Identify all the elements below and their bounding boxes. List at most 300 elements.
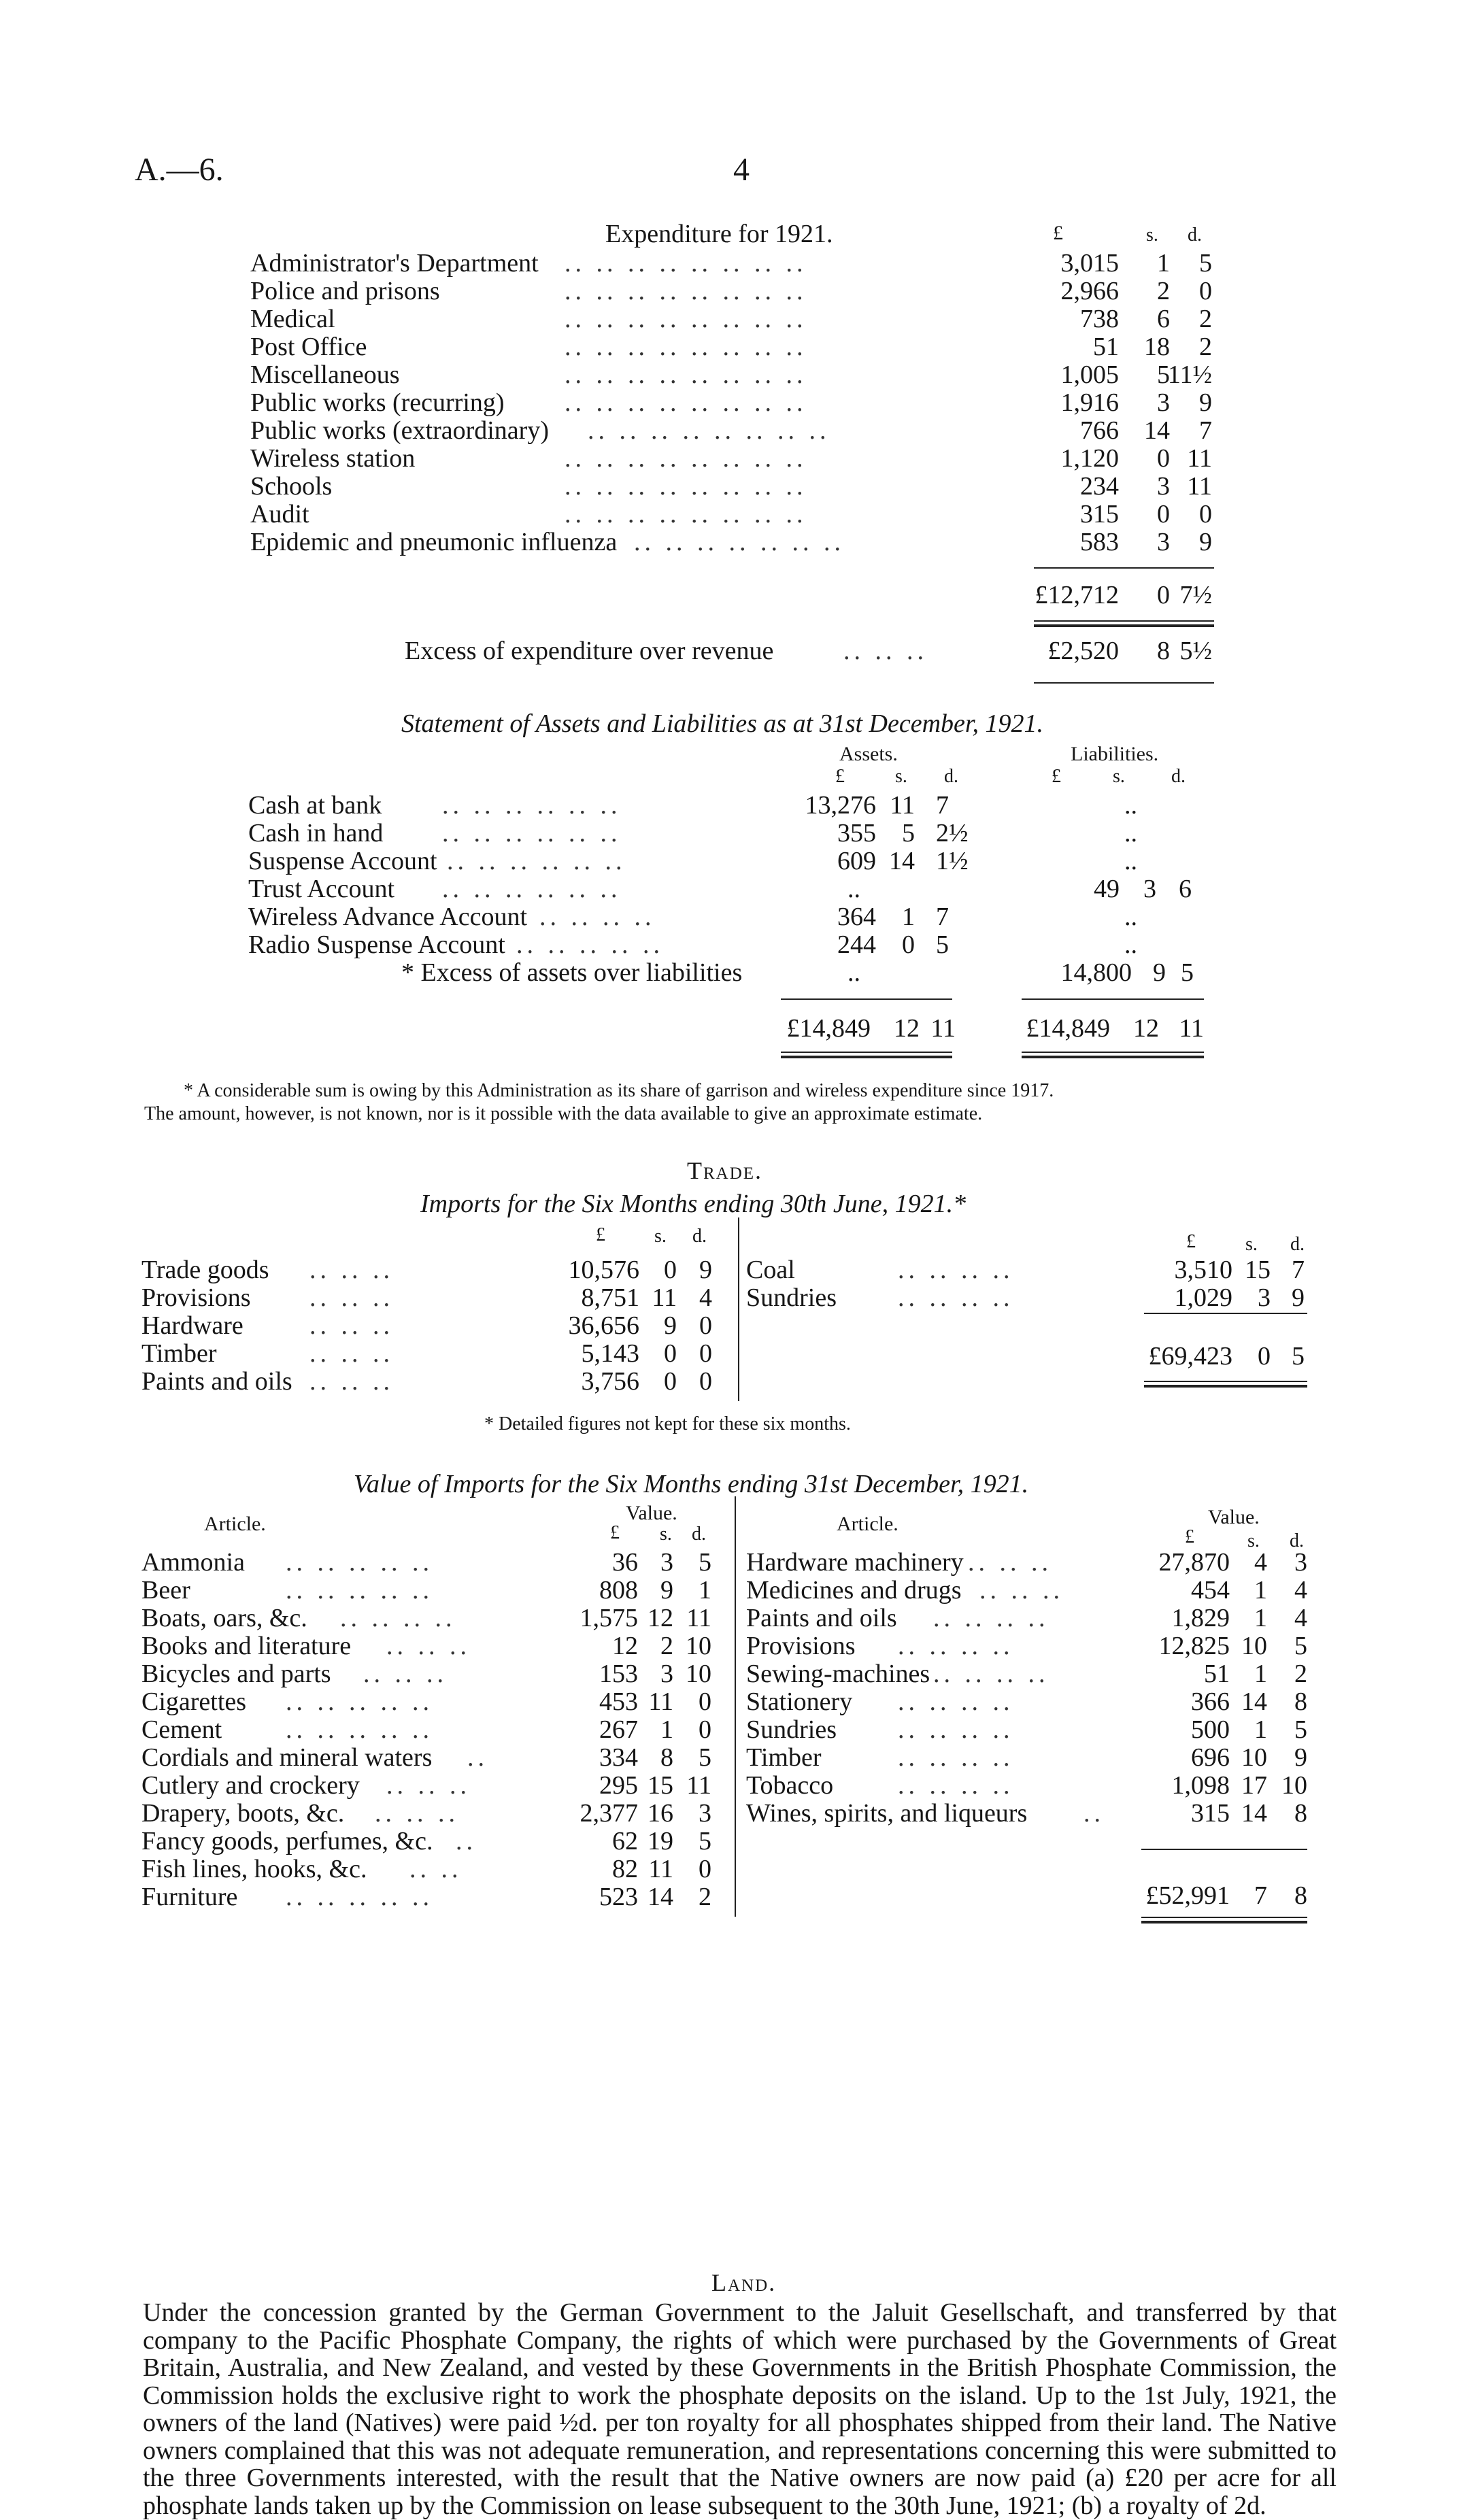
imports-left-shillings: 15 — [648, 1771, 673, 1800]
trade-right-shillings: 3 — [1258, 1283, 1271, 1312]
leader-dots: .. .. .. .. .. .. .. — [634, 528, 845, 556]
expenditure-total-shillings: 0 — [1157, 581, 1170, 609]
imports-right-pounds: 696 — [1191, 1743, 1230, 1772]
trade-left-pence: 4 — [699, 1283, 712, 1312]
double-rule — [781, 1052, 952, 1058]
expenditure-row-label: Epidemic and pneumonic influenza — [250, 528, 618, 556]
imports-left-pence: 0 — [699, 1855, 711, 1883]
imports-right-pence: 10 — [1281, 1771, 1307, 1800]
asset-shillings: 0 — [902, 930, 915, 959]
liab-placeholder: .. — [1124, 847, 1137, 875]
land-heading: Land. — [711, 2269, 777, 2296]
imports-left-shillings: 19 — [648, 1827, 673, 1855]
expenditure-row-pence: 11 — [1187, 472, 1212, 501]
expenditure-total-pence: 7½ — [1179, 581, 1212, 609]
trade-right-label: Sundries — [746, 1283, 837, 1312]
excess-expenditure-pounds: £2,520 — [1047, 637, 1119, 665]
imports-left-pence: 10 — [686, 1660, 711, 1688]
asset-pounds: 355 — [837, 819, 876, 847]
leader-dots: .. .. .. .. .. — [516, 930, 664, 959]
assets-col-shillings: s. — [895, 766, 907, 787]
asset-shillings: 14 — [889, 847, 915, 875]
asset-shillings: 1 — [902, 903, 915, 931]
trade-left-label: Trade goods — [141, 1256, 269, 1284]
asset-pence: 7 — [936, 903, 949, 931]
expenditure-row-pounds: 234 — [1080, 472, 1119, 501]
leader-dots: .. .. .. — [309, 1256, 394, 1284]
leader-dots: .. .. — [409, 1855, 463, 1883]
leader-dots: .. .. .. .. .. .. — [442, 791, 622, 820]
trade-total-pounds: £69,423 — [1148, 1342, 1232, 1371]
trade-right-pounds: 3,510 — [1174, 1256, 1232, 1284]
expenditure-row-shillings: 18 — [1144, 333, 1170, 361]
expenditure-row-pence: 11 — [1187, 444, 1212, 473]
trade-right-pence: 7 — [1292, 1256, 1305, 1284]
imports-left-label: Furniture — [141, 1883, 238, 1911]
leader-dots: .. — [456, 1827, 477, 1855]
expenditure-row-pounds: 1,120 — [1060, 444, 1119, 473]
trade-right-col-pence: d. — [1290, 1234, 1305, 1255]
imports-left-pence: 0 — [699, 1687, 711, 1716]
imports-left-pounds: 808 — [599, 1576, 638, 1605]
imports-right-pence: 8 — [1294, 1799, 1307, 1828]
imports-left-shillings: 1 — [660, 1715, 673, 1744]
imports-left-article-header: Article. — [204, 1513, 266, 1535]
expenditure-row-label: Post Office — [250, 333, 367, 361]
imports-left-pence: 3 — [699, 1799, 711, 1828]
leader-dots: .. .. .. .. .. — [286, 1548, 433, 1577]
expenditure-row-pence: 7 — [1199, 416, 1212, 445]
imports-left-pence: 2 — [699, 1883, 711, 1911]
assets-title: Statement of Assets and Liabilities as at 31st December, 1921. — [401, 709, 1043, 738]
double-rule — [1034, 620, 1214, 627]
col-header-pence: d. — [1188, 224, 1202, 246]
excess-liab-pounds: 14,800 — [1060, 958, 1132, 987]
imports-total-shillings: 7 — [1254, 1881, 1267, 1910]
trade-right-col-shillings: s. — [1245, 1234, 1258, 1255]
leader-dots: .. .. .. .. — [898, 1743, 1014, 1772]
rule — [1034, 682, 1214, 684]
imports-right-label: Sundries — [746, 1715, 837, 1744]
imports-right-pounds: 12,825 — [1158, 1632, 1230, 1660]
imports-left-value-header: Value. — [626, 1502, 677, 1524]
rule — [1144, 1313, 1307, 1314]
imports-left-pounds: 2,377 — [580, 1799, 638, 1828]
trade-right-shillings: 15 — [1245, 1256, 1271, 1284]
expenditure-row-pounds: 51 — [1093, 333, 1119, 361]
col-header-pounds: £ — [1053, 222, 1063, 244]
trade-left-pence: 0 — [699, 1367, 712, 1396]
imports-right-pence: 9 — [1294, 1743, 1307, 1772]
trade-left-label: Provisions — [141, 1283, 251, 1312]
expenditure-row-pounds: 315 — [1080, 500, 1119, 528]
imports-left-label: Cement — [141, 1715, 222, 1744]
trade-left-pounds: 5,143 — [581, 1339, 639, 1368]
leader-dots: .. .. .. .. — [898, 1632, 1014, 1660]
leader-dots: .. .. .. .. — [898, 1687, 1014, 1716]
leader-dots: .. .. .. .. .. .. .. .. — [565, 444, 807, 473]
imports-left-label: Ammonia — [141, 1548, 245, 1577]
imports-right-shillings: 14 — [1241, 1799, 1267, 1828]
imports-right-shillings: 4 — [1254, 1548, 1267, 1577]
trade-left-pounds: 3,756 — [581, 1367, 639, 1396]
excess-expenditure-shillings: 8 — [1157, 637, 1170, 665]
imports-left-label: Beer — [141, 1576, 190, 1605]
trade-left-pounds: 8,751 — [581, 1283, 639, 1312]
trade-footnote: * Detailed figures not kept for these six months. — [484, 1413, 851, 1434]
asset-pence: 2½ — [936, 819, 969, 847]
expenditure-row-pence: 2 — [1199, 333, 1212, 361]
imports-left-shillings: 3 — [660, 1660, 673, 1688]
expenditure-row-pounds: 766 — [1080, 416, 1119, 445]
imports-right-pence: 5 — [1294, 1715, 1307, 1744]
land-paragraph: Under the concession granted by the German Government to the Jaluit Gesellschaft, and transferred by that company to the Pacific Phosphate Company, the rights of which were purchased by the Governments of Great Britain, Australia, and New Zealand, and vested by these Governments in the British Phosphate Commission, the Commission holds the exclusive right to work the phosphate deposits on the island. Up to the 1st July, 1921, the owners of the land (Natives) were paid ½d. per ton royalty for all phosphates shipped from their land. The Native owners complained that this was not adequate remuneration, and representations concerning this were submitted to the three Governments interested, with the result that the Native owners are now paid (a) £20 per acre for all phosphate lands taken up by the Commission on lease subsequent to the 30th June, 1921; (b) a royalty of 2d. — [143, 2298, 1337, 2520]
leader-dots: .. .. .. — [363, 1660, 448, 1688]
liabilities-header: Liabilities. — [1071, 743, 1159, 765]
asset-shillings: 5 — [902, 819, 915, 847]
leader-dots: .. .. .. — [386, 1632, 471, 1660]
imports-left-shillings: 11 — [648, 1855, 673, 1883]
trade-left-pence: 0 — [699, 1339, 712, 1368]
imports-right-label: Medicines and drugs — [746, 1576, 962, 1605]
leader-dots: .. .. .. .. .. .. — [447, 847, 626, 875]
expenditure-row-pounds: 2,966 — [1060, 277, 1119, 305]
imports-total-pounds: £52,991 — [1145, 1881, 1230, 1910]
liab-col-pounds: £ — [1052, 766, 1061, 787]
leader-dots: .. .. .. .. .. .. .. .. — [565, 277, 807, 305]
expenditure-row-label: Medical — [250, 305, 335, 333]
leader-dots: .. .. .. .. .. .. .. .. — [565, 360, 807, 389]
imports-right-pounds: 51 — [1204, 1660, 1230, 1688]
imports-left-pounds: 295 — [599, 1771, 638, 1800]
imports-right-pounds: 500 — [1191, 1715, 1230, 1744]
imports-left-pence: 5 — [699, 1548, 711, 1577]
liab-placeholder: .. — [1124, 819, 1137, 847]
rule — [781, 998, 952, 1000]
assets-row-label: Cash at bank — [248, 791, 382, 820]
leader-dots: .. .. .. .. .. — [286, 1715, 433, 1744]
leader-dots: .. .. .. .. — [340, 1604, 456, 1632]
asset-pence: 1½ — [936, 847, 969, 875]
trade-left-shillings: 11 — [652, 1283, 677, 1312]
expenditure-row-pence: 11½ — [1167, 360, 1212, 389]
asset-pounds: 609 — [837, 847, 876, 875]
asset-pence: 7 — [936, 791, 949, 820]
imports-left-shillings: 3 — [660, 1548, 673, 1577]
assets-row-label: Radio Suspense Account — [248, 930, 505, 959]
leader-dots: .. .. .. .. — [933, 1660, 1049, 1688]
imports-left-pounds: 82 — [612, 1855, 638, 1883]
rule — [1022, 998, 1204, 1000]
leader-dots: .. .. .. — [843, 637, 928, 665]
assets-col-pounds: £ — [835, 766, 845, 787]
imports-left-pounds: 453 — [599, 1687, 638, 1716]
total-liab-shillings: 12 — [1133, 1014, 1159, 1043]
asset-pounds: 13,276 — [805, 791, 876, 820]
expenditure-row-pence: 0 — [1199, 500, 1212, 528]
trade-subtitle: Imports for the Six Months ending 30th June, 1921.* — [420, 1190, 967, 1218]
trade-left-pounds: 36,656 — [568, 1311, 639, 1340]
trade-left-label: Hardware — [141, 1311, 243, 1340]
trade-right-pounds: 1,029 — [1174, 1283, 1232, 1312]
imports-left-col-pounds: £ — [610, 1522, 620, 1543]
trade-right-col-pounds: £ — [1186, 1231, 1196, 1252]
imports-right-col-pence: d. — [1290, 1530, 1304, 1551]
trade-left-label: Paints and oils — [141, 1367, 292, 1396]
col-header-shillings: s. — [1146, 224, 1158, 246]
imports-right-shillings: 1 — [1254, 1715, 1267, 1744]
expenditure-row-shillings: 3 — [1157, 528, 1170, 556]
column-divider — [735, 1496, 736, 1917]
expenditure-row-shillings: 0 — [1157, 500, 1170, 528]
page-reference: A.—6. — [135, 152, 224, 188]
expenditure-row-pence: 5 — [1199, 249, 1212, 278]
trade-total-shillings: 0 — [1258, 1342, 1271, 1371]
excess-assets-value: .. — [847, 958, 860, 987]
liab-col-shillings: s. — [1113, 766, 1125, 787]
trade-left-shillings: 9 — [664, 1311, 677, 1340]
imports-left-pounds: 36 — [612, 1548, 638, 1577]
expenditure-row-shillings: 3 — [1157, 472, 1170, 501]
total-assets-shillings: 12 — [894, 1014, 920, 1043]
asset-pounds: 364 — [837, 903, 876, 931]
leader-dots: .. .. .. .. — [898, 1715, 1014, 1744]
imports-right-shillings: 10 — [1241, 1743, 1267, 1772]
imports-left-label: Fish lines, hooks, &c. — [141, 1855, 367, 1883]
imports-left-shillings: 16 — [648, 1799, 673, 1828]
imports-left-pence: 11 — [686, 1604, 711, 1632]
imports-left-label: Books and literature — [141, 1632, 352, 1660]
rule — [1141, 1849, 1307, 1850]
imports-right-label: Tobacco — [746, 1771, 834, 1800]
imports-right-pence: 4 — [1294, 1604, 1307, 1632]
leader-dots: .. .. .. .. .. — [286, 1576, 433, 1605]
expenditure-row-shillings: 14 — [1144, 416, 1170, 445]
leader-dots: .. .. .. .. .. .. .. .. — [565, 388, 807, 417]
expenditure-row-pence: 9 — [1199, 528, 1212, 556]
leader-dots: .. .. .. .. .. .. .. .. — [565, 500, 807, 528]
assets-row-label: Wireless Advance Account — [248, 903, 528, 931]
expenditure-row-pounds: 1,005 — [1060, 360, 1119, 389]
imports-left-pence: 0 — [699, 1715, 711, 1744]
imports-left-pounds: 523 — [599, 1883, 638, 1911]
imports-right-value-header: Value. — [1208, 1506, 1260, 1528]
imports-left-pence: 5 — [699, 1743, 711, 1772]
imports-right-label: Timber — [746, 1743, 822, 1772]
imports-left-shillings: 11 — [648, 1687, 673, 1716]
page-number: 4 — [733, 152, 750, 188]
expenditure-row-pounds: 583 — [1080, 528, 1119, 556]
imports-left-label: Cordials and mineral waters — [141, 1743, 433, 1772]
imports-right-pence: 3 — [1294, 1548, 1307, 1577]
imports-right-shillings: 14 — [1241, 1687, 1267, 1716]
imports-right-col-pounds: £ — [1185, 1526, 1194, 1547]
imports-right-shillings: 1 — [1254, 1604, 1267, 1632]
assets-row-label: Cash in hand — [248, 819, 384, 847]
double-rule — [1144, 1381, 1307, 1388]
column-divider — [738, 1217, 739, 1401]
imports-right-pounds: 1,829 — [1171, 1604, 1230, 1632]
assets-row-label: Suspense Account — [248, 847, 437, 875]
assets-row-label: Trust Account — [248, 875, 395, 903]
expenditure-row-shillings: 0 — [1157, 444, 1170, 473]
total-liab-pounds: £14,849 — [1026, 1014, 1110, 1043]
imports-right-pounds: 1,098 — [1171, 1771, 1230, 1800]
total-assets-pounds: £14,849 — [786, 1014, 871, 1043]
asset-pence: 5 — [936, 930, 949, 959]
imports-left-label: Bicycles and parts — [141, 1660, 331, 1688]
imports-left-col-shillings: s. — [660, 1524, 672, 1545]
leader-dots: .. .. .. — [968, 1548, 1052, 1577]
leader-dots: .. .. .. .. .. .. .. .. — [565, 333, 807, 361]
imports-left-pence: 11 — [686, 1771, 711, 1800]
assets-footnote-2: The amount, however, is not known, nor is it possible with the data available to give an approximate estimate. — [144, 1103, 983, 1124]
expenditure-row-label: Schools — [250, 472, 333, 501]
liab-pence: 6 — [1179, 875, 1192, 903]
liab-col-pence: d. — [1171, 766, 1186, 787]
imports-left-pounds: 1,575 — [580, 1604, 638, 1632]
trade-left-shillings: 0 — [664, 1256, 677, 1284]
assets-col-pence: d. — [944, 766, 958, 787]
leader-dots: .. — [467, 1743, 488, 1772]
excess-expenditure-label: Excess of expenditure over revenue — [405, 637, 774, 665]
imports-right-col-shillings: s. — [1247, 1530, 1260, 1551]
excess-liab-shillings: 9 — [1153, 958, 1166, 987]
imports-right-label: Stationery — [746, 1687, 853, 1716]
liab-pounds: 49 — [1094, 875, 1120, 903]
asset-pounds: 244 — [837, 930, 876, 959]
expenditure-row-pounds: 738 — [1080, 305, 1119, 333]
leader-dots: .. .. .. — [309, 1311, 394, 1340]
expenditure-row-shillings: 5 — [1157, 360, 1170, 389]
trade-left-shillings: 0 — [664, 1339, 677, 1368]
imports-right-label: Paints and oils — [746, 1604, 897, 1632]
imports-right-pounds: 366 — [1191, 1687, 1230, 1716]
trade-left-label: Timber — [141, 1339, 217, 1368]
imports-left-shillings: 14 — [648, 1883, 673, 1911]
leader-dots: .. .. .. — [309, 1339, 394, 1368]
excess-assets-label: * Excess of assets over liabilities — [401, 958, 743, 987]
expenditure-title: Expenditure for 1921. — [605, 220, 833, 248]
expenditure-row-pence: 0 — [1199, 277, 1212, 305]
leader-dots: .. .. .. .. .. — [286, 1883, 433, 1911]
trade-left-col-pounds: £ — [596, 1224, 605, 1245]
imports-left-label: Drapery, boots, &c. — [141, 1799, 345, 1828]
assets-footnote-1: * A considerable sum is owing by this Administration as its share of garrison and wireless expenditure since 1917. — [184, 1080, 1054, 1101]
trade-left-pounds: 10,576 — [568, 1256, 639, 1284]
imports-right-pence: 5 — [1294, 1632, 1307, 1660]
trade-left-col-pence: d. — [692, 1226, 707, 1247]
trade-right-pence: 9 — [1292, 1283, 1305, 1312]
expenditure-row-label: Miscellaneous — [250, 360, 400, 389]
assets-header: Assets. — [839, 743, 898, 765]
imports-right-shillings: 10 — [1241, 1632, 1267, 1660]
imports-left-pence: 1 — [699, 1576, 711, 1605]
expenditure-row-pounds: 3,015 — [1060, 249, 1119, 278]
expenditure-total-pounds: £12,712 — [1035, 581, 1119, 609]
double-rule — [1141, 1917, 1307, 1923]
trade-left-pence: 0 — [699, 1311, 712, 1340]
total-liab-pence: 11 — [1179, 1014, 1204, 1043]
imports-left-label: Cutlery and crockery — [141, 1771, 360, 1800]
leader-dots: .. .. .. — [309, 1367, 394, 1396]
imports-right-label: Provisions — [746, 1632, 856, 1660]
leader-dots: .. .. .. .. — [898, 1283, 1014, 1312]
trade-right-label: Coal — [746, 1256, 795, 1284]
leader-dots: .. .. .. .. — [898, 1256, 1014, 1284]
trade-heading: Trade. — [687, 1157, 763, 1184]
imports-title: Value of Imports for the Six Months ending 31st December, 1921. — [354, 1470, 1029, 1498]
excess-expenditure-pence: 5½ — [1179, 637, 1212, 665]
expenditure-row-shillings: 1 — [1157, 249, 1170, 278]
liab-placeholder: .. — [1124, 791, 1137, 820]
expenditure-row-label: Administrator's Department — [250, 249, 539, 278]
imports-left-pence: 10 — [686, 1632, 711, 1660]
rule — [1034, 567, 1214, 569]
liab-placeholder: .. — [1124, 903, 1137, 931]
imports-right-shillings: 1 — [1254, 1576, 1267, 1605]
imports-left-pounds: 267 — [599, 1715, 638, 1744]
leader-dots: .. .. .. .. .. .. .. .. — [588, 416, 830, 445]
expenditure-row-shillings: 2 — [1157, 277, 1170, 305]
leader-dots: .. — [1084, 1799, 1105, 1828]
imports-right-label: Wines, spirits, and liqueurs — [746, 1799, 1028, 1828]
trade-left-shillings: 0 — [664, 1367, 677, 1396]
trade-total-pence: 5 — [1292, 1342, 1305, 1371]
trade-left-pence: 9 — [699, 1256, 712, 1284]
leader-dots: .. .. .. .. .. .. .. .. — [565, 472, 807, 501]
imports-left-shillings: 12 — [648, 1604, 673, 1632]
expenditure-row-label: Wireless station — [250, 444, 416, 473]
imports-right-shillings: 17 — [1241, 1771, 1267, 1800]
imports-left-shillings: 8 — [660, 1743, 673, 1772]
imports-left-label: Fancy goods, perfumes, &c. — [141, 1827, 433, 1855]
expenditure-row-pence: 2 — [1199, 305, 1212, 333]
expenditure-row-label: Public works (recurring) — [250, 388, 505, 417]
expenditure-row-pounds: 1,916 — [1060, 388, 1119, 417]
imports-right-pounds: 454 — [1191, 1576, 1230, 1605]
imports-left-pounds: 62 — [612, 1827, 638, 1855]
leader-dots: .. .. .. — [979, 1576, 1064, 1605]
double-rule — [1022, 1052, 1204, 1058]
imports-left-pounds: 334 — [599, 1743, 638, 1772]
excess-liab-pence: 5 — [1181, 958, 1194, 987]
imports-left-pounds: 153 — [599, 1660, 638, 1688]
leader-dots: .. .. .. — [375, 1799, 459, 1828]
imports-left-label: Boats, oars, &c. — [141, 1604, 307, 1632]
imports-right-pounds: 315 — [1191, 1799, 1230, 1828]
expenditure-row-pence: 9 — [1199, 388, 1212, 417]
leader-dots: .. .. .. .. — [933, 1604, 1049, 1632]
imports-right-pounds: 27,870 — [1158, 1548, 1230, 1577]
leader-dots: .. .. .. — [386, 1771, 471, 1800]
imports-right-label: Sewing-machines — [746, 1660, 930, 1688]
leader-dots: .. .. .. — [309, 1283, 394, 1312]
asset-shillings: 11 — [890, 791, 915, 820]
expenditure-row-shillings: 6 — [1157, 305, 1170, 333]
total-assets-pence: 11 — [930, 1014, 956, 1043]
imports-left-col-pence: d. — [692, 1524, 706, 1545]
leader-dots: .. .. .. .. — [898, 1771, 1014, 1800]
expenditure-row-shillings: 3 — [1157, 388, 1170, 417]
trade-left-col-shillings: s. — [654, 1226, 667, 1247]
imports-right-shillings: 1 — [1254, 1660, 1267, 1688]
liab-shillings: 3 — [1143, 875, 1156, 903]
imports-right-pence: 4 — [1294, 1576, 1307, 1605]
imports-left-shillings: 9 — [660, 1576, 673, 1605]
liab-placeholder: .. — [1124, 930, 1137, 959]
leader-dots: .. .. .. .. .. .. .. .. — [565, 305, 807, 333]
